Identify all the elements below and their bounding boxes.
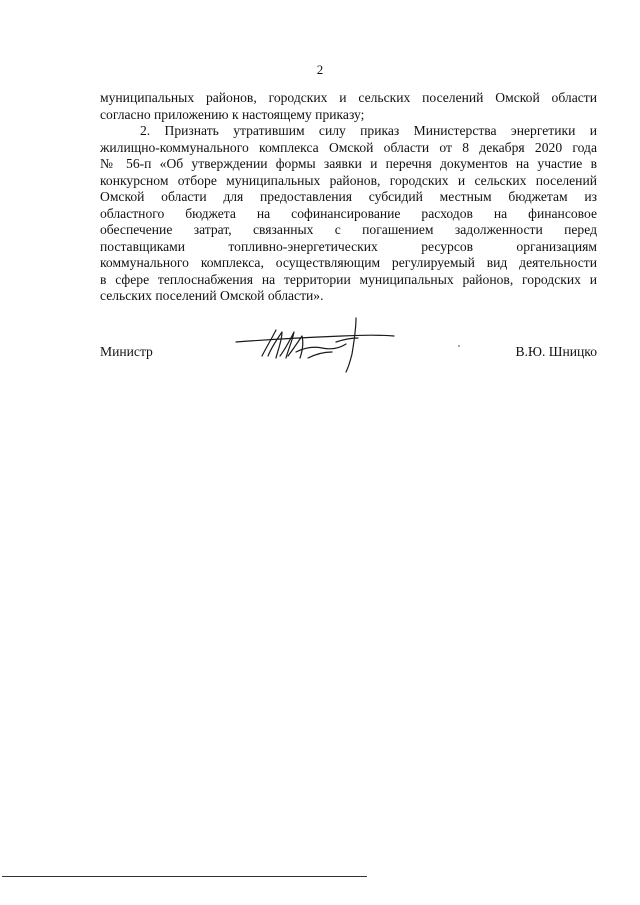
- text-line: сельских поселений Омской области».: [100, 288, 324, 303]
- signatory-title: Министр: [100, 344, 153, 359]
- text-line: поставщиками топливно-энергетических ресурсов организациям: [100, 238, 597, 254]
- text-line: конкурсном отборе муниципальных районов, городских и сельских поселений: [100, 172, 597, 188]
- text-line: Омской области для предоставления субсидий местным бюджетам из: [100, 189, 597, 204]
- page-number: 2: [316, 62, 324, 77]
- text-line: 2. Признать утратившим силу приказ Министерства энергетики и: [140, 123, 597, 138]
- text-line: жилищно-коммунального комплекса Омской области от 8 декабря 2020 года: [100, 139, 597, 155]
- footer-divider: [2, 876, 367, 877]
- text-line: № 56-п «Об утверждении формы заявки и перечня документов на участие в: [100, 156, 597, 171]
- text-line: коммунального комплекса, осуществляющим регулируемый вид деятельности: [100, 255, 597, 270]
- text-line: согласно приложению к настоящему приказу;: [100, 106, 365, 122]
- signatory-name: В.Ю. Шницко: [515, 344, 597, 359]
- text-line: в сфере теплоснабжения на территории муниципальных районов, городских и: [100, 271, 597, 287]
- document-body: [100, 90, 597, 305]
- text-line: областного бюджета на софинансирование расходов на финансовое: [100, 205, 597, 221]
- scan-speck: [458, 345, 460, 347]
- text-line: обеспечение затрат, связанных с погашением задолженности перед: [100, 222, 597, 237]
- text-line: муниципальных районов, городских и сельских поселений Омской области: [100, 90, 597, 105]
- handwritten-signature: [232, 312, 397, 374]
